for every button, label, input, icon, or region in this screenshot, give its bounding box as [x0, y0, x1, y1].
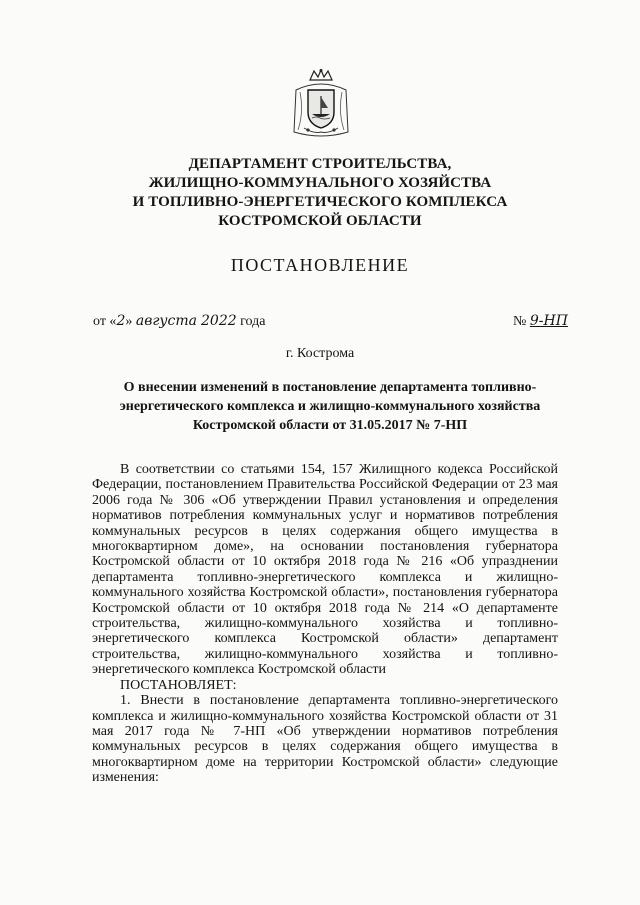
- document-number: [513, 313, 568, 330]
- document-title: ПОСТАНОВЛЕНИЕ: [230, 255, 410, 275]
- number-prefix: №: [513, 314, 530, 329]
- preamble-paragraph: В соответствии со статьями 154, 157 Жилищного кодекса Российской Федерации, постановлением Правительства Российской Федерации от 23 мая 2006 года № 306 «Об утверждении Правил установления и определения нормативов потребления коммунальных услуг и нормативов потребления коммунальных ресурсов в целях содержания общего имущества в многоквартирном доме», на основании постановления губернатора Костромской области от 10 октября 2018 года № 216 «Об упразднении департамента топливно-энергетического комплекса и жилищно-коммунального хозяйства Костромской области», постановления губернатора Костромской области от 10 октября 2018 года № 214 «О департаменте строительства, жилищно-коммунального хозяйства и топливно-энергетического комплекса Костромской области» департамент строительства, жилищно-коммунального хозяйства и топливно-энергетического комплекса Костромской области: [92, 462, 558, 678]
- department-name-line-3: И ТОПЛИВНО-ЭНЕРГЕТИЧЕСКОГО КОМПЛЕКСА: [132, 194, 508, 210]
- document-body: [92, 462, 558, 786]
- date-day: 2: [116, 313, 126, 329]
- resolves-paragraph: ПОСТАНОВЛЯЕТ:: [120, 677, 237, 693]
- department-name-line-1: ДЕПАРТАМЕНТ СТРОИТЕЛЬСТВА,: [188, 156, 452, 172]
- date-month: августа: [135, 313, 198, 329]
- item-1-paragraph: 1. Внести в постановление департамента топливно-энергетического комплекса и жилищно-коммунального хозяйства Костромской области от 31 мая 2017 года № 7-НП «Об утверждении нормативов потребления коммунальных ресурсов в целях содержания общего имущества в многоквартирном доме на территории Костромской области» следующие изменения:: [92, 693, 558, 786]
- date-mid: »: [125, 314, 136, 329]
- date-suffix: года: [236, 314, 266, 329]
- document-subject: О внесении изменений в постановление департамента топливно-энергетического комплекса и жилищно-коммунального хозяйства Костромской области от 31.05.2017 № 7-НП: [119, 380, 541, 433]
- kostroma-coat-of-arms-icon: [290, 68, 352, 140]
- department-name-line-2: ЖИЛИЩНО-КОММУНАЛЬНОГО ХОЗЯЙСТВА: [148, 175, 492, 191]
- date-year: 2022: [201, 313, 237, 329]
- number-value: 9-НП: [529, 313, 568, 329]
- city: г. Кострома: [285, 346, 355, 361]
- date-prefix: от «: [93, 314, 117, 329]
- date-line: [93, 313, 265, 330]
- department-name-line-4: КОСТРОМСКОЙ ОБЛАСТИ: [218, 213, 422, 229]
